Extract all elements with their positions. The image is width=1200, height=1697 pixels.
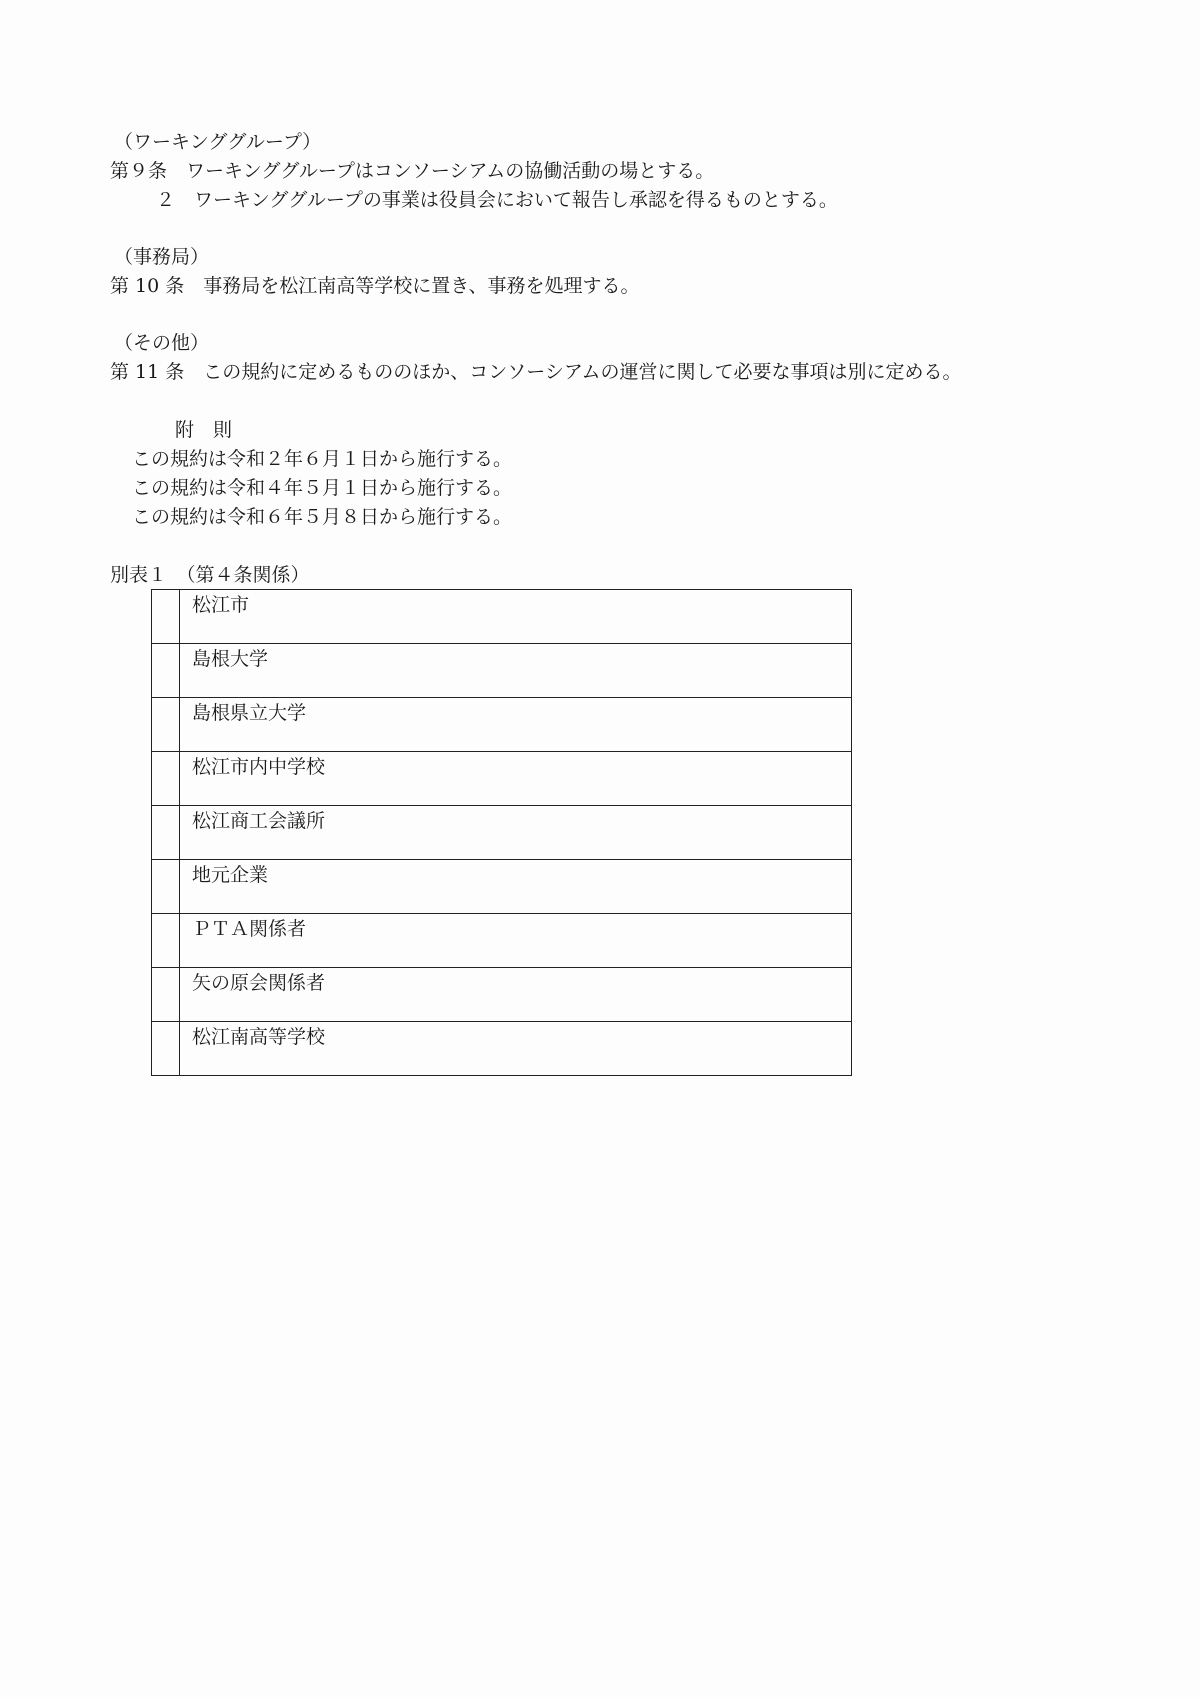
row-marker-cell <box>152 1022 180 1076</box>
member-name-cell: 松江南高等学校 <box>180 1022 852 1076</box>
table-row <box>152 644 852 698</box>
appendix-caption: 別表１ （第４条関係） <box>110 564 310 586</box>
appendix-members-table <box>151 589 852 1076</box>
member-name-cell: 松江市内中学校 <box>180 752 852 806</box>
row-marker-cell <box>152 968 180 1022</box>
member-name-cell: 島根県立大学 <box>180 698 852 752</box>
table-row <box>152 806 852 860</box>
article9-heading: （ワーキンググループ） <box>114 131 322 153</box>
row-marker-cell <box>152 644 180 698</box>
article10-heading: （事務局） <box>114 246 210 268</box>
member-name-cell: 地元企業 <box>180 860 852 914</box>
member-name-cell: ＰＴＡ関係者 <box>180 914 852 968</box>
article9-clause2: ２ ワーキンググループの事業は役員会において報告し承認を得るものとする。 <box>156 189 838 211</box>
member-name-cell: 島根大学 <box>180 644 852 698</box>
member-name-cell: 松江商工会議所 <box>180 806 852 860</box>
article10-clause1: 第 10 条 事務局を松江南高等学校に置き、事務を処理する。 <box>110 275 640 297</box>
supplementary-line-2: この規約は令和４年５月１日から施行する。 <box>132 477 513 499</box>
supplementary-line-3: この規約は令和６年５月８日から施行する。 <box>132 506 513 528</box>
article9-clause1: 第９条 ワーキンググループはコンソーシアムの協働活動の場とする。 <box>110 160 715 182</box>
table-row <box>152 1022 852 1076</box>
row-marker-cell <box>152 590 180 644</box>
supplementary-line-1: この規約は令和２年６月１日から施行する。 <box>132 448 513 470</box>
member-name-cell: 松江市 <box>180 590 852 644</box>
article11-clause1: 第 11 条 この規約に定めるもののほか、コンソーシアムの運営に関して必要な事項は別に定める。 <box>110 361 962 383</box>
row-marker-cell <box>152 860 180 914</box>
table-row <box>152 752 852 806</box>
row-marker-cell <box>152 752 180 806</box>
row-marker-cell <box>152 806 180 860</box>
article11-heading: （その他） <box>114 332 210 354</box>
table-row <box>152 968 852 1022</box>
row-marker-cell <box>152 914 180 968</box>
table-row <box>152 698 852 752</box>
row-marker-cell <box>152 698 180 752</box>
table-row <box>152 914 852 968</box>
table-row <box>152 590 852 644</box>
table-row <box>152 860 852 914</box>
supplementary-heading: 附 則 <box>175 419 233 441</box>
member-name-cell: 矢の原会関係者 <box>180 968 852 1022</box>
